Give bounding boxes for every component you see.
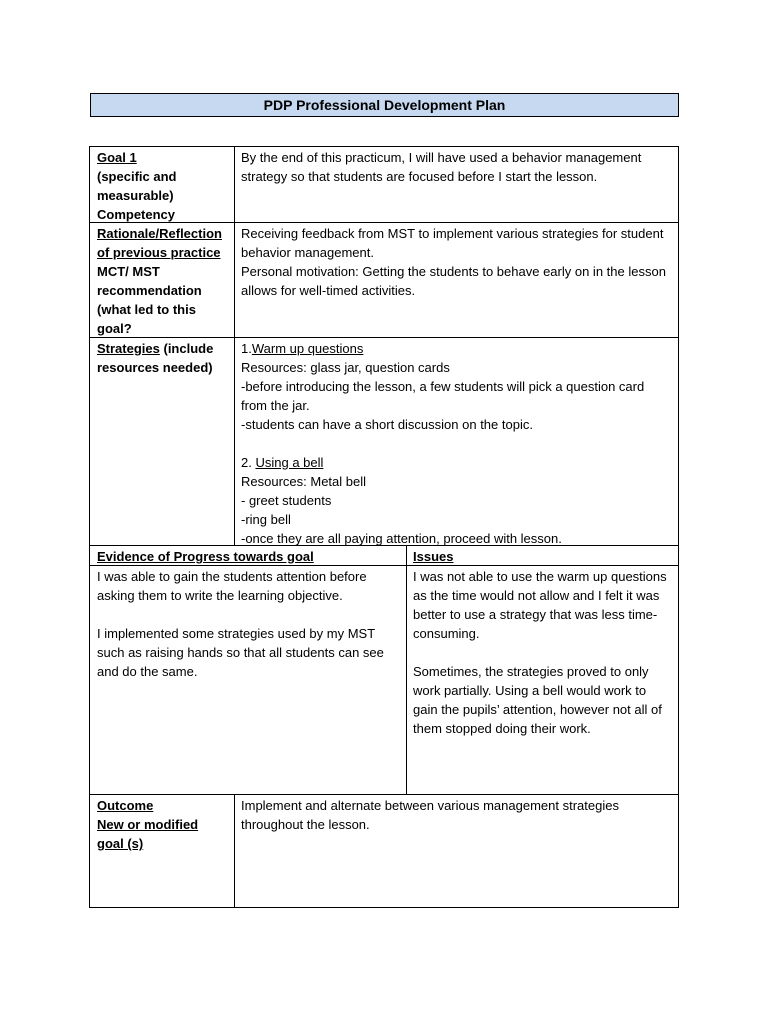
strategies-text: [235, 338, 678, 549]
goal-label: [91, 147, 234, 225]
outcome-text: Implement and alternate between various management strategies throughout the lesson.: [241, 798, 619, 832]
issues-paragraph: I was not able to use the warm up questions as the time would not allow and I felt it was better to use a strategy that was less time-consuming.: [413, 569, 667, 641]
goal-heading: Goal 1: [97, 150, 137, 165]
strategy-title: Using a bell: [255, 455, 324, 470]
strategies-heading: Strategies: [97, 341, 160, 356]
strategy-line: -ring bell: [241, 512, 291, 527]
rationale-paragraph: Receiving feedback from MST to implement various strategies for student behavior management.: [241, 226, 664, 260]
evidence-paragraph: I implemented some strategies used by my MST such as raising hands so that all students can see and do the same.: [97, 626, 384, 679]
rationale-label-line: recommendation: [97, 283, 202, 298]
page-title: PDP Professional Development Plan: [90, 93, 679, 117]
strategy-line: -once they are all paying attention, proceed with lesson.: [241, 531, 562, 546]
strategy-line: -before introducing the lesson, a few students will pick a question card from the jar.: [241, 379, 645, 413]
outcome-heading: Outcome: [97, 798, 154, 813]
rationale-text: [235, 223, 678, 301]
outcome-label: [91, 795, 234, 854]
strategies-label: [91, 338, 234, 378]
evidence-heading: Evidence of Progress towards goal: [97, 549, 314, 564]
outcome-label-line: goal (s): [97, 836, 144, 851]
evidence-paragraph: I was able to gain the students attention before asking them to write the learning objective.: [97, 569, 367, 603]
goal-label-line: measurable): [97, 188, 174, 203]
strategy-line: -students can have a short discussion on the topic.: [241, 417, 533, 432]
goal-text: By the end of this practicum, I will have used a behavior management strategy so that students are focused before I start the lesson.: [241, 150, 642, 184]
rationale-heading: Rationale/Reflection: [97, 226, 222, 241]
goal-label-line: (specific and: [97, 169, 177, 184]
rationale-heading: of previous practice: [97, 245, 221, 260]
strategy-line: - greet students: [241, 493, 332, 508]
evidence-text: [91, 566, 406, 682]
rationale-paragraph: Personal motivation: Getting the students to behave early on in the lesson allows for well-timed activities.: [241, 264, 666, 298]
rationale-label-line: (what led to this: [97, 302, 196, 317]
rationale-label: [91, 223, 234, 339]
strategy-title: Warm up questions: [251, 341, 364, 356]
issues-paragraph: Sometimes, the strategies proved to only work partially. Using a bell would work to gain the pupils’ attention, however not all of them stopped doing their work.: [413, 664, 662, 736]
strategies-label-line: resources needed): [97, 360, 213, 375]
issues-heading: Issues: [413, 549, 454, 564]
goal-label-line: Competency: [97, 207, 176, 222]
strategy-line: Resources: Metal bell: [241, 474, 366, 489]
issues-text: [407, 566, 678, 739]
strategy-number: 1.: [241, 341, 252, 356]
rationale-label-line: goal?: [97, 321, 132, 336]
outcome-label-line: New or modified: [97, 817, 199, 832]
rationale-label-line: MCT/ MST: [97, 264, 160, 279]
strategy-line: Resources: glass jar, question cards: [241, 360, 450, 375]
strategies-label-rest: (include: [159, 341, 214, 356]
strategy-number: 2.: [241, 455, 256, 470]
